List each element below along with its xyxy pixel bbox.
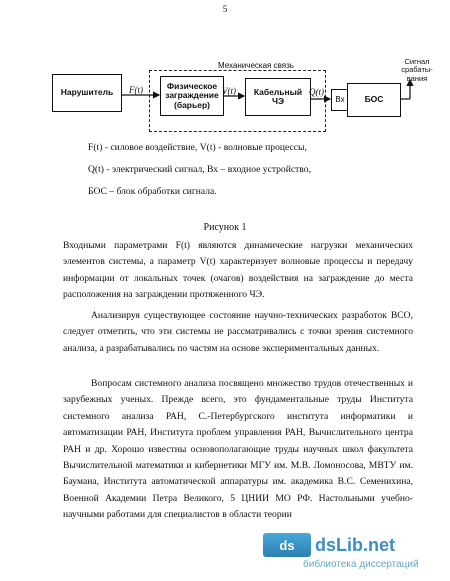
violator-box: Нарушитель xyxy=(52,74,122,112)
cable-line-2: ЧЭ xyxy=(271,96,285,106)
barrier-line-3: (барьер) xyxy=(174,99,210,110)
page-number: 5 xyxy=(222,4,228,14)
dslib-logo-icon: ds xyxy=(263,533,311,557)
paragraph-1: Входными параметрами F(t) являются динамические нагрузки механических элементов системы, а параметр V(t) характеризует волновые процессы и передачу информации от локальных точек (очагов) воздействия на заграждение до места расположения на заграждении протяженного ЧЭ. xyxy=(63,240,413,301)
barrier-line-1: Физическое xyxy=(166,80,218,91)
legend-line-2: Q(t) - электрический сигнал, Вх – входное устройство, xyxy=(88,164,311,175)
frame-label: Механическая связь xyxy=(218,61,294,70)
legend-line-1: F(t) - силовое воздействие, V(t) - волновые процессы, xyxy=(88,142,307,153)
dslib-watermark xyxy=(263,533,438,573)
diagram-connectors xyxy=(0,0,450,140)
paragraph-3: Вопросам системного анализа посвящено множество трудов отечественных и зарубежных ученых. Прежде всего, это фундаментальные труды Института системного анализа РАН, С.-Петербургского института информатики и автоматизации РАН, Института проблем управления РАН, Вычислительного центра РАН и др. Хорошо известны основополагающие труды научных школ факультета Вычислительной математики и кибернетики МГУ им. М.В. Ломоносова, МВТУ им. Баумана, Института автоматической аппаратуры им. академика В.С. Семенихина, Военной Академии Петра Великого, 5 ЦНИИ МО РФ. Настольными учебно-научными работами для специалистов в области теории xyxy=(63,378,413,521)
watermark-subtitle: библиотека диссертаций xyxy=(303,559,419,570)
trigger-signal-label: Сигнал срабаты- вания xyxy=(401,57,433,83)
signal-v-label: V(t) xyxy=(222,86,236,96)
figure-caption: Рисунок 1 xyxy=(203,222,247,233)
barrier-line-2: заграждение xyxy=(165,90,219,101)
paragraph-2: Анализируя существующее состояние научно-технических разработок ВСО, следует отметить, что эти системы не рассматривались с точки зрения системного анализа, а разрабатывались по частям на основе экспериментальных данных. xyxy=(63,310,413,354)
legend-line-3: БОС – блок обработки сигнала. xyxy=(88,186,217,197)
signal-f-label: F(t) xyxy=(129,85,143,95)
bos-box: БОС xyxy=(347,83,401,117)
input-device-box: Вх xyxy=(331,89,349,111)
signal-q-label: Q(t) xyxy=(309,87,324,97)
cable-line-1: Кабельный xyxy=(253,86,303,97)
watermark-site: dsLib.net xyxy=(315,535,395,555)
